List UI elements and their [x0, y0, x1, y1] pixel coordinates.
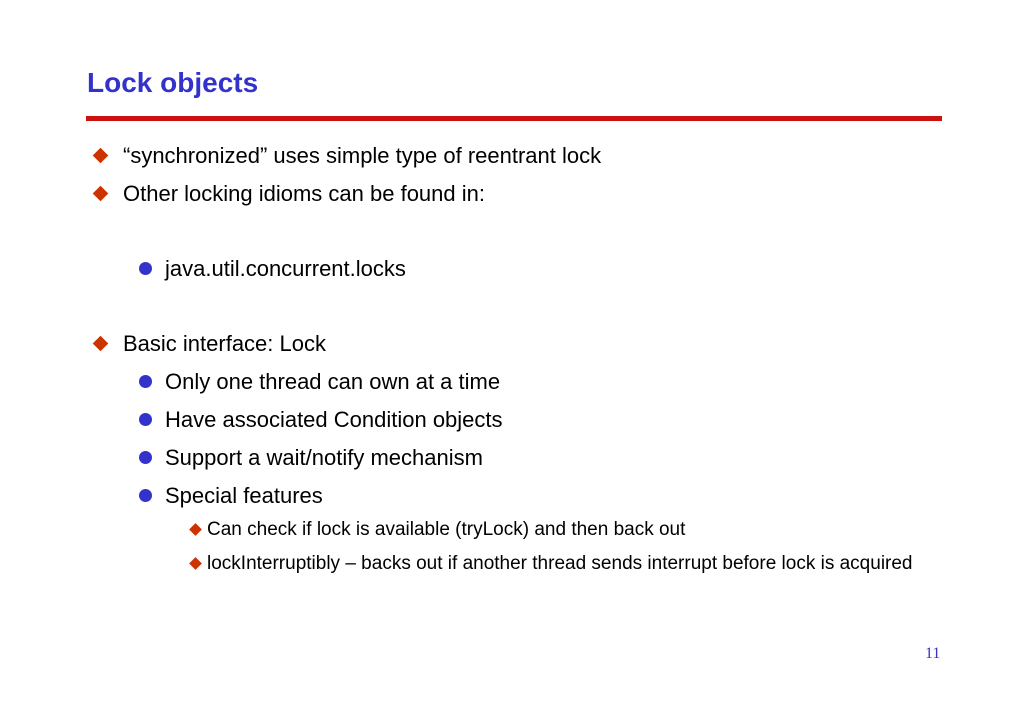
bullet-other-idioms: Other locking idioms can be found in:	[123, 181, 485, 206]
diamond-bullet-icon	[93, 186, 109, 202]
bullet-special-features: Special features	[165, 483, 323, 508]
diamond-bullet-icon	[189, 523, 202, 536]
bullet-lock-interruptibly: lockInterruptibly – backs out if another thread sends interrupt before lock is acquired	[207, 553, 913, 574]
dot-bullet-icon	[139, 451, 152, 464]
bullet-synchronized: “synchronized” uses simple type of reentrant lock	[123, 143, 602, 168]
dot-bullet-icon	[139, 489, 152, 502]
slide-title: Lock objects	[87, 67, 259, 98]
dot-bullet-icon	[139, 262, 152, 275]
page-number: 11	[925, 645, 941, 662]
bullet-one-thread: Only one thread can own at a time	[165, 369, 501, 394]
diamond-bullet-icon	[189, 557, 202, 570]
title-divider	[86, 116, 942, 121]
bullet-locks-package: java.util.concurrent.locks	[165, 256, 406, 281]
dot-bullet-icon	[139, 375, 152, 388]
diamond-bullet-icon	[93, 148, 109, 164]
bullet-wait-notify: Support a wait/notify mechanism	[165, 445, 483, 470]
diamond-bullet-icon	[93, 336, 109, 352]
bullet-condition-objects: Have associated Condition objects	[165, 407, 503, 432]
bullet-trylock: Can check if lock is available (tryLock) and then back out	[207, 519, 686, 540]
dot-bullet-icon	[139, 413, 152, 426]
bullet-basic-interface: Basic interface: Lock	[123, 331, 326, 356]
